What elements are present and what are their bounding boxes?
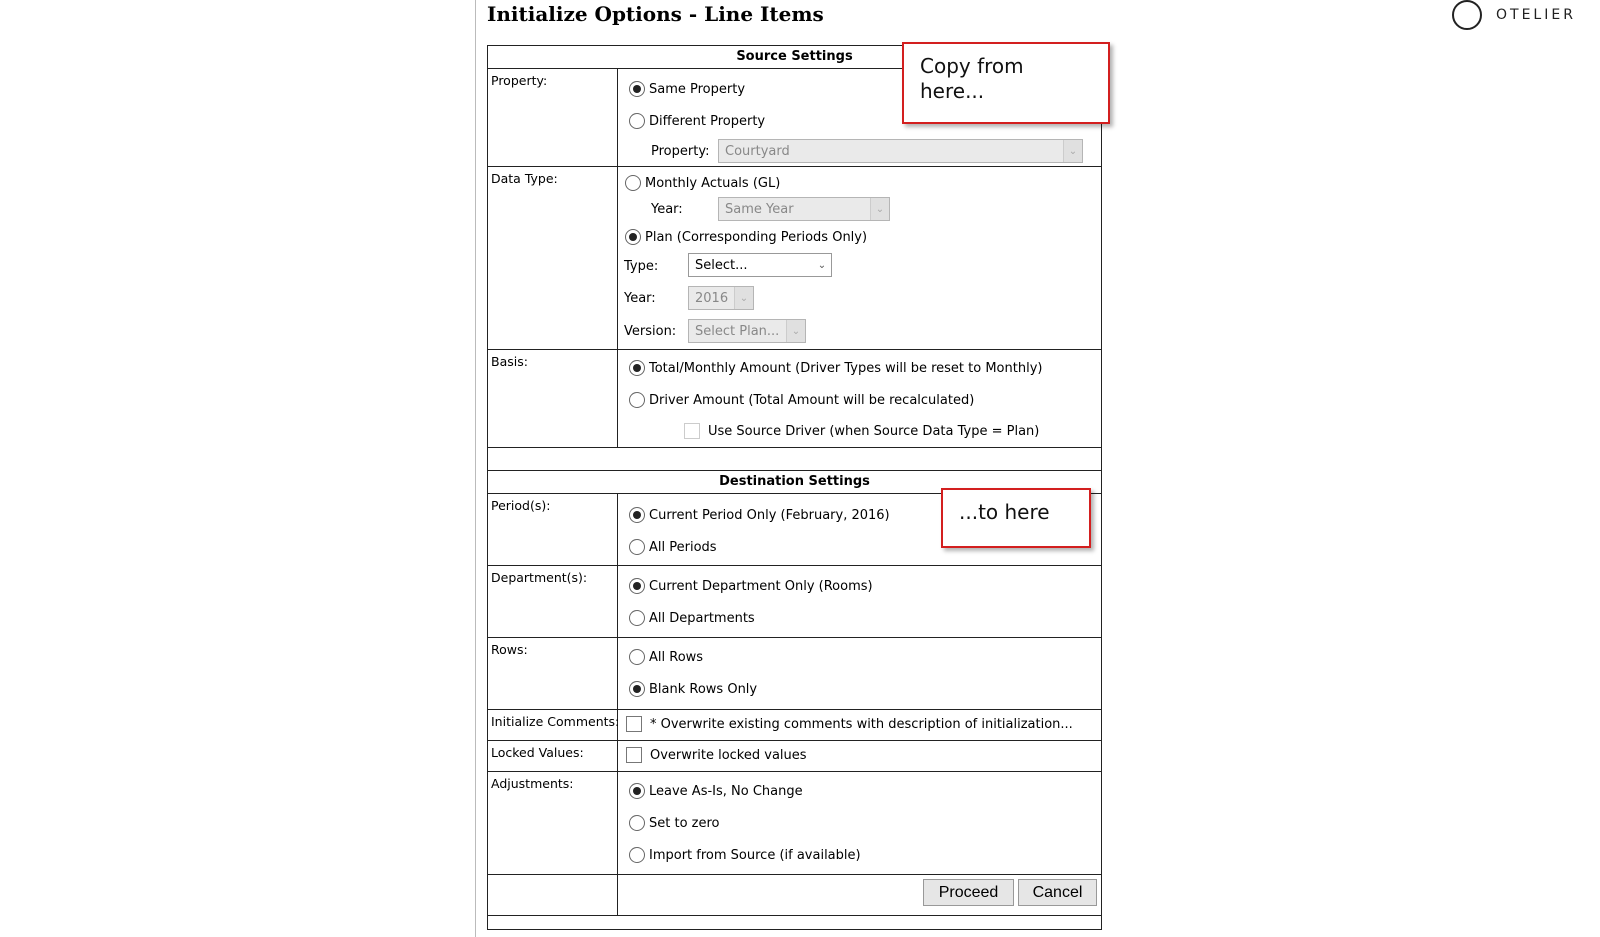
basis-label: Basis: (488, 350, 618, 447)
all-departments-option[interactable] (629, 610, 755, 626)
plan-version-label: Version: (624, 324, 677, 339)
property-select[interactable] (718, 139, 1083, 163)
all-departments-text: All Departments (649, 610, 755, 626)
source-settings-heading: Source Settings (488, 46, 1101, 69)
use-source-driver-checkbox[interactable] (684, 423, 700, 439)
import-from-source-option[interactable] (629, 847, 861, 863)
chevron-down-icon: ⌄ (870, 198, 889, 220)
leave-as-is-text: Leave As-Is, No Change (649, 783, 803, 799)
overwrite-comments-option[interactable] (626, 716, 1073, 732)
plan-type-value: Select... (695, 257, 748, 273)
to-here-callout: ...to here (941, 488, 1091, 548)
rows-row (488, 638, 1101, 710)
actions-row (488, 875, 1101, 916)
property-select-value: Courtyard (725, 143, 790, 159)
all-rows-text: All Rows (649, 649, 704, 665)
set-to-zero-text: Set to zero (649, 815, 720, 831)
import-from-source-radio[interactable] (629, 847, 645, 863)
plan-type-select[interactable] (688, 253, 832, 277)
all-periods-option[interactable] (629, 539, 717, 555)
overwrite-locked-option[interactable] (626, 747, 807, 763)
all-periods-radio[interactable] (629, 539, 645, 555)
total-amount-text: Total/Monthly Amount (Driver Types will be reset to Monthly) (649, 360, 1043, 376)
overwrite-locked-text: Overwrite locked values (650, 747, 807, 763)
plan-year-select[interactable] (688, 286, 754, 310)
blank-rows-radio[interactable] (629, 681, 645, 697)
actuals-year-value: Same Year (725, 201, 794, 217)
chevron-down-icon: ⌄ (786, 320, 805, 342)
property-select-label: Property: (651, 144, 710, 159)
plan-text: Plan (Corresponding Periods Only) (645, 229, 868, 245)
set-to-zero-radio[interactable] (629, 815, 645, 831)
periods-label: Period(s): (488, 494, 618, 565)
set-to-zero-option[interactable] (629, 815, 720, 831)
actions-label-cell (488, 875, 618, 915)
current-period-text: Current Period Only (February, 2016) (649, 507, 890, 523)
page-title: Initialize Options - Line Items (487, 2, 824, 26)
chevron-down-icon: ⌄ (1063, 140, 1082, 162)
copy-from-callout: Copy from here... (902, 42, 1110, 124)
plan-option[interactable] (625, 229, 867, 245)
actuals-year-select[interactable] (718, 197, 890, 221)
plan-version-select[interactable] (688, 319, 806, 343)
monthly-actuals-text: Monthly Actuals (GL) (645, 175, 781, 191)
locked-values-row (488, 741, 1101, 772)
blank-rows-text: Blank Rows Only (649, 681, 758, 697)
different-property-radio[interactable] (629, 113, 645, 129)
current-period-option[interactable] (629, 507, 890, 523)
import-from-source-text: Import from Source (if available) (649, 847, 861, 863)
leave-as-is-radio[interactable] (629, 783, 645, 799)
current-department-radio[interactable] (629, 578, 645, 594)
property-label: Property: (488, 69, 618, 166)
all-rows-option[interactable] (629, 649, 703, 665)
destination-settings-heading: Destination Settings (488, 471, 1101, 494)
overwrite-comments-checkbox[interactable] (626, 716, 642, 732)
monthly-actuals-radio[interactable] (625, 175, 641, 191)
driver-amount-option[interactable] (629, 392, 974, 408)
driver-amount-text: Driver Amount (Total Amount will be recalculated) (649, 392, 975, 408)
total-amount-option[interactable] (629, 360, 1042, 376)
locked-values-label: Locked Values: (488, 741, 618, 771)
current-department-option[interactable] (629, 578, 873, 594)
current-period-radio[interactable] (629, 507, 645, 523)
plan-version-value: Select Plan... (695, 323, 780, 339)
same-property-text: Same Property (649, 81, 746, 97)
plan-type-label: Type: (624, 259, 659, 274)
data-type-row (488, 167, 1101, 350)
monthly-actuals-option[interactable] (625, 175, 780, 191)
all-periods-text: All Periods (649, 539, 717, 555)
different-property-text: Different Property (649, 113, 766, 129)
blank-rows-option[interactable] (629, 681, 757, 697)
chevron-down-icon: ⌄ (817, 259, 827, 271)
departments-label: Department(s): (488, 566, 618, 637)
plan-year-label: Year: (624, 291, 656, 306)
plan-radio[interactable] (625, 229, 641, 245)
overwrite-comments-text: * Overwrite existing comments with description of initialization... (650, 716, 1073, 732)
total-amount-radio[interactable] (629, 360, 645, 376)
initialize-comments-row (488, 710, 1101, 741)
current-department-text: Current Department Only (Rooms) (649, 578, 873, 594)
section-spacer (488, 448, 1101, 471)
overwrite-locked-checkbox[interactable] (626, 747, 642, 763)
same-property-radio[interactable] (629, 81, 645, 97)
all-rows-radio[interactable] (629, 649, 645, 665)
use-source-driver-option[interactable] (684, 423, 1039, 439)
page-divider (475, 0, 476, 937)
departments-row (488, 566, 1101, 638)
rows-label: Rows: (488, 638, 618, 709)
all-departments-radio[interactable] (629, 610, 645, 626)
different-property-option[interactable] (629, 113, 765, 129)
leave-as-is-option[interactable] (629, 783, 803, 799)
data-type-label: Data Type: (488, 167, 618, 349)
brand-ring-icon (1452, 0, 1482, 30)
brand-name: OTELIER (1496, 7, 1576, 23)
driver-amount-radio[interactable] (629, 392, 645, 408)
brand-logo (1452, 0, 1576, 30)
proceed-button[interactable]: Proceed (923, 879, 1014, 906)
adjustments-label: Adjustments: (488, 772, 618, 874)
initialize-comments-label: Initialize Comments: (488, 710, 618, 740)
adjustments-row (488, 772, 1101, 875)
chevron-down-icon: ⌄ (734, 287, 753, 309)
actuals-year-label: Year: (651, 202, 683, 217)
same-property-option[interactable] (629, 81, 745, 97)
basis-row (488, 350, 1101, 448)
plan-year-value: 2016 (695, 290, 729, 306)
cancel-button[interactable]: Cancel (1018, 879, 1097, 906)
use-source-driver-text: Use Source Driver (when Source Data Type = Plan) (708, 423, 1040, 439)
